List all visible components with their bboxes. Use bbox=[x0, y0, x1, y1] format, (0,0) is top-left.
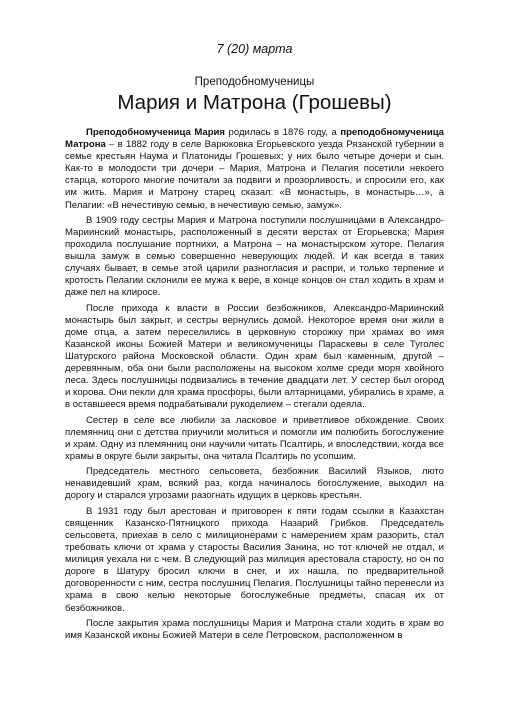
bold-name-maria: Преподобномученица Мария bbox=[86, 127, 225, 138]
paragraph-text: родилась в 1876 году, а bbox=[224, 127, 341, 138]
paragraph-6: В 1931 году был арестован и приговорен к пяти годам ссылки в Казахстан священник Казанско-Пятницкого прихода Назарий Грибков. Председатель сельсовета, приехав в село с милиционерами с намерением храм разорить, стал требовать ключи от храма у старосты Василия Занина, но тот ключей не отдал, и милиция уехала ни с чем. В следующий раз милиция арестовала старосту, но он по дороге в Шатуру бросил ключи в снег, и их нашла, по предварительной договоренности с ним, сестра послушниц Пелагия. Послушницы тайно перенесли из храма в свою келью некоторые богослужебные предметы, спасая их от безбожников. bbox=[65, 505, 444, 614]
article-body bbox=[65, 127, 444, 645]
bold-name-matrona: преподобномученица Матрона bbox=[65, 127, 444, 151]
paragraph-1 bbox=[65, 127, 444, 212]
feast-date: 7 (20) марта bbox=[216, 42, 293, 56]
paragraph-2: В 1909 году сестры Мария и Матрона поступили послушницами в Александро-Мариинский монастырь, расположенный в десяти верстах от Егорьевска; Мария проходила послушание портнихи, а Матрона – на монастырском хуторе. Пелагия вышла замуж в семью совершенно неверующих людей. И как всегда в таких случаях бывает, в семье этой царили разногласия и распри, и только терпение и кротость Пелагии склонили ее мужа к вере, в конце концов он стал ходить в храм и даже пел на клиросе. bbox=[65, 214, 444, 299]
saint-rank-subtitle: Преподобномученицы bbox=[194, 76, 315, 88]
paragraph-4: Сестер в селе все любили за ласковое и приветливое обхождение. Своих племянниц они с детства приучили молиться и помогли им полюбить богослужение и храм. Одну из племянниц они научили читать Псалтирь, и впоследствии, когда все храмы в округе были закрыты, она читала Псалтирь по усопшим. bbox=[65, 414, 444, 462]
paragraph-text: – в 1882 году в селе Варюковка Егорьевского уезда Рязанской губернии в семье крестьян Наума и Платониды Грошевых; у них было четыре дочери и сын. Как-то в молодости три дочери – Мария, Матрона и Пелагия посетили некоего старца, которого многие почитали за подвиги и прозорливость, и спросили его, как им жить. Мария и Матрону старец сказал: «В монастырь, в монастырь…», а Пелагии: «В нечестивую семью, в нечестивую семью, замуж». bbox=[65, 139, 444, 211]
paragraph-3: После прихода к власти в России безбожников, Александро-Мариинский монастырь был закрыт, и сестры вернулись домой. Некоторое время они жили в доме отца, а затем переселились в церковную сторожку при храмах во имя Казанской иконы Божией Матери и великомученицы Параскевы в селе Туголес Шатурского района Московской области. Один храм был каменным, другой – деревянным, оба они были расположены на высоком холме среди моря хвойного леса. Здесь послушницы подвизались в течение двадцати лет. У сестер был огород и корова. Они пекли для храма просфоры, были алтарницами, убирались в храме, а в оставшееся время подрабатывали рукоделием – стегали одеяла. bbox=[65, 302, 444, 411]
paragraph-7: После закрытия храма послушницы Мария и Матрона стали ходить в храм во имя Казанской иконы Божией Матери в селе Петровском, расположенном в bbox=[65, 617, 444, 641]
page-title: Мария и Матрона (Грошевы) bbox=[117, 91, 392, 114]
paragraph-5: Председатель местного сельсовета, безбожник Василий Языков, люто ненавидевший храм, всякий раз, когда начиналось богослужение, выходил на дорогу и старался угрозами разогнать идущих в церковь крестьян. bbox=[65, 466, 444, 502]
